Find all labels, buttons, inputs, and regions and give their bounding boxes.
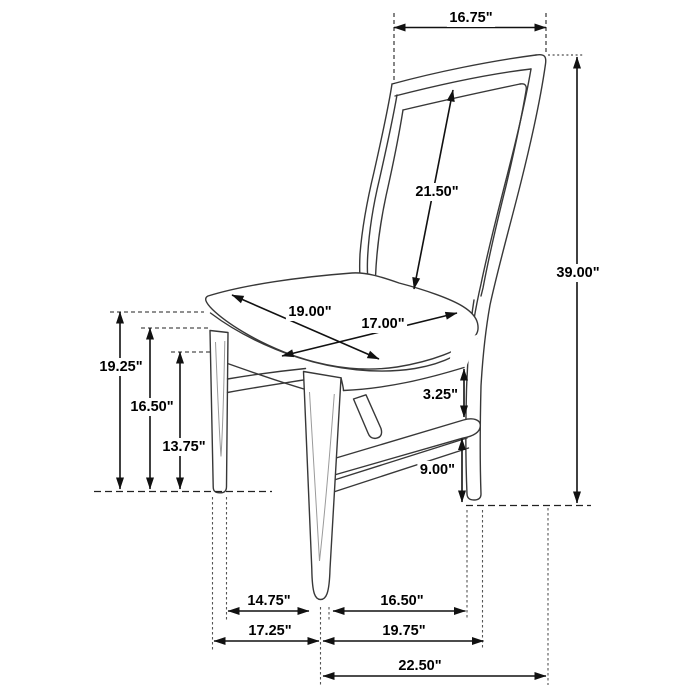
dimension-overall-depth (323, 657, 546, 676)
back-left-stile-inner (367, 95, 397, 293)
back-top-rail-lower (395, 69, 531, 96)
dimension-side-leg-span (333, 592, 466, 611)
dimension-label: 21.50" (415, 184, 459, 200)
side-stretcher-bar (331, 419, 480, 476)
chair-seat (206, 273, 478, 371)
front-stretcher (228, 369, 307, 393)
dimension-label: 19.25" (99, 359, 143, 375)
chair-far-front-leg (210, 331, 228, 493)
dimension-label: 13.75" (162, 439, 206, 455)
dimension-stretcher-height (160, 352, 211, 489)
back-panel-top (403, 84, 520, 110)
dimension-back-depth (323, 622, 484, 641)
dimension-label: 17.25" (248, 623, 292, 639)
dimension-label: 3.25" (422, 387, 458, 403)
dimension-label: 19.75" (382, 623, 426, 639)
dimension-label: 19.00" (288, 304, 332, 320)
near-front-leg-outline (304, 372, 342, 600)
dimension-overall-height (554, 57, 602, 503)
dimension-label: 16.50" (130, 399, 174, 415)
dimension-back-height (413, 90, 461, 289)
seat-top (206, 273, 478, 369)
dimension-label: 17.00" (361, 316, 405, 332)
dimension-apron-to-stretcher (420, 369, 464, 417)
back-right-stile-inner (474, 69, 532, 322)
dimension-label: 39.00" (556, 265, 600, 281)
dimension-apron-height (128, 328, 209, 489)
dimension-front-leg-span (228, 592, 309, 611)
far-front-leg-outline (210, 331, 228, 493)
dimension-label: 14.75" (247, 593, 291, 609)
dimension-label: 16.75" (449, 10, 493, 26)
dimension-label: 9.00" (419, 462, 455, 478)
dimension-back-width (394, 9, 546, 28)
chair-near-front-leg (304, 372, 342, 600)
corner-brace (354, 395, 382, 439)
dimension-label: 22.50" (398, 658, 442, 674)
apron-bottom-left (222, 362, 306, 390)
dimension-label: 16.50" (380, 593, 424, 609)
dimension-front-depth (214, 622, 319, 641)
back-right-stile-and-rear-leg (466, 55, 546, 500)
